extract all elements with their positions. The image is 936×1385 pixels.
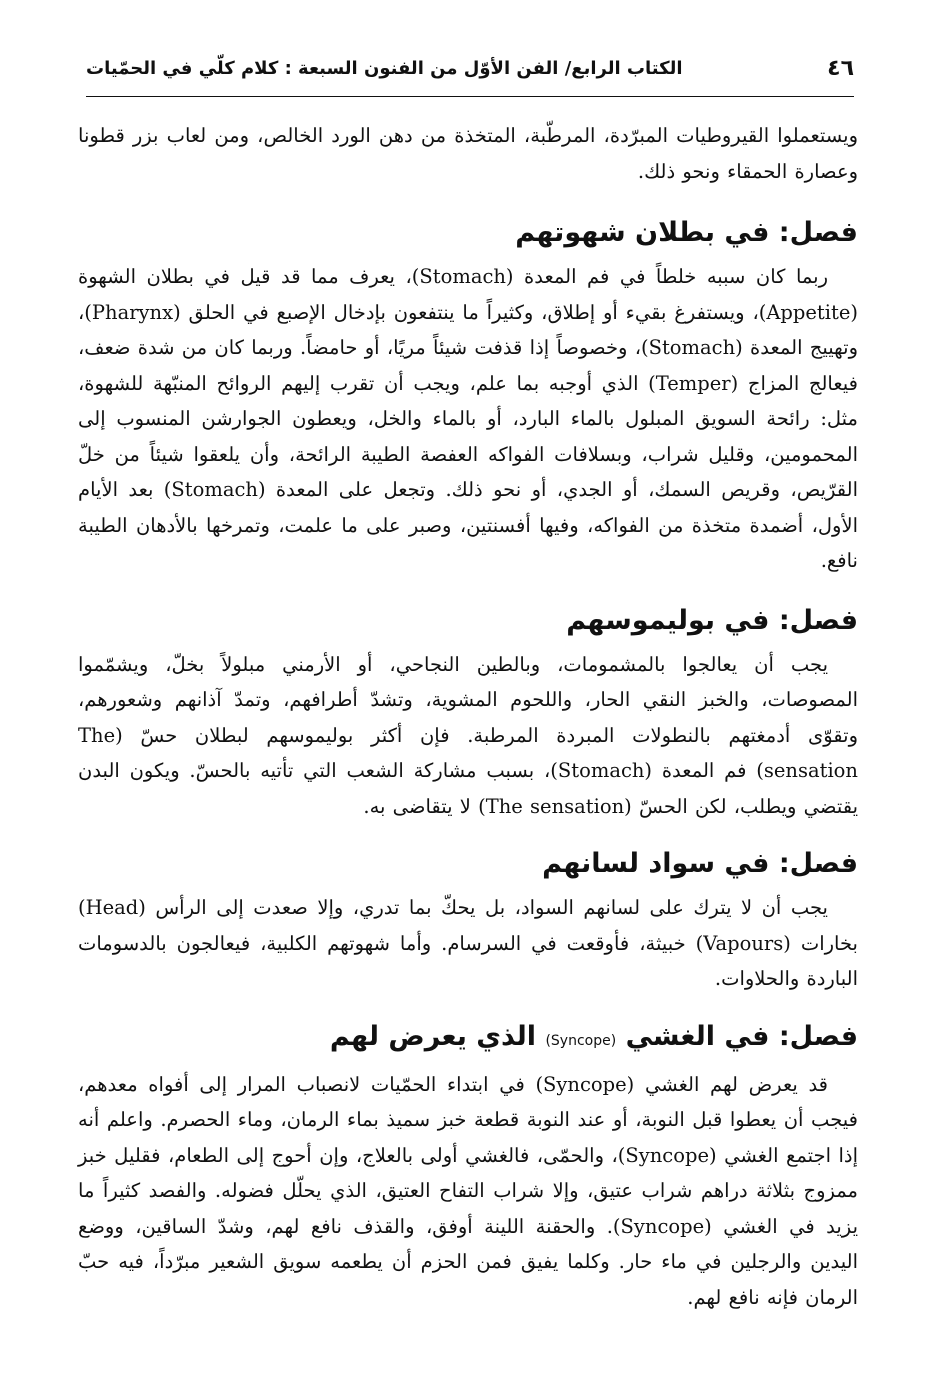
section-heading-tongue: فصل: في سواد لسانهم xyxy=(542,848,858,879)
syncope-heading-suffix: الذي يعرض لهم xyxy=(329,1020,537,1052)
section-heading-syncope xyxy=(78,1019,858,1059)
running-title: الكتاب الرابع/ الفن الأوّل من الفنون السبعة : كلام كلّي في الحمّيات xyxy=(86,58,683,79)
syncope-heading-prefix: فصل: في الغشي xyxy=(625,1020,858,1052)
section-paragraph-appetite: ربما كان سببه خلطاً في فم المعدة (Stomach)، يعرف مما قد قيل في بطلان الشهوة (Appetite)، ويستفرغ بقيء أو إطلاق، وكثيراً ما ينتفعون بإدخال الإصبع في الحلق (Pharynx)، وتهييج المعدة (Stomach)، وخصوصاً إذا قذفت شيئاً مريًا، أو حامضاً. وربما كان من شدة ضعف، فيعالج المزاج (Temper) الذي أوجبه بما علم، ويجب أن تقرب إليهم الروائح المنبّهة للشهوة، مثل: رائحة السويق المبلول بالماء البارد، أو بالماء والخل، ويعطون الجوارشن المنسوب إلى المحمومين، وقليل شراب، وبسلافات الفواكه العفصة الطيبة الرائحة، وأن يلعقوا شيئاً من خلّ القرّيص، وقريص السمك، أو الجدي، أو نحو ذلك. وتجعل على المعدة (Stomach) بعد الأيام الأول، أضمدة متخذة من الفواكه، وفيها أفسنتين، وصبر على ما علمت، وتمرخها بالأدهان الطيبة نافع. xyxy=(78,265,858,572)
section-paragraph-syncope: قد يعرض لهم الغشي (Syncope) في ابتداء الحمّيات لانصباب المرار إلى أفواه معدهم، فيجب أن يعطوا قبل النوبة، أو عند النوبة قطعة خبز سميذ بماء الرمان، وماء الحصرم. واعلم أنه إذا اجتمع الغشي (Syncope)، والحمّى، فالغشي أولى بالعلاج، وإن أحوج إلى الطعام، فقليل خبز ممزوج بثلاثة دراهم شراب عتيق، وإلا شراب التفاح العتيق، الذي يحلّل فضوله. والفصد كثيراً ما يزيد في الغشي (Syncope). والحقنة اللينة أوفق، والقذف نافع لهم، وشدّ الساقين، ووضع اليدين والرجلين في ماء حار. وكلما يفيق فمن الحزم أن يطعمه سويق الشعير مبرّداً، فيه حبّ الرمان فإنه نافع لهم. xyxy=(78,1072,858,1309)
section-paragraph-tongue: يجب أن لا يترك على لسانهم السواد، بل يحكّ بما تدري، وإلا صعدت إلى الرأس (Head) بخارات (Vapours) خبيثة، فأوقعت في السرسام. وأما شهوتهم الكلبية، فيعالجون بالدسومات الباردة والحلاوات. xyxy=(78,896,858,990)
page-body xyxy=(78,118,858,1315)
page-number: ٤٦ xyxy=(827,56,854,81)
section-paragraph-bulimia: يجب أن يعالجوا بالمشمومات، وبالطين النجاحي، أو الأرمني مبلولاً بخلّ، ويشمّموا المصوصات، والخبز النقي الحار، واللحوم المشوية، وتشدّ أطرافهم، وتمدّ آذانهم وشعورهم، وتقوّى أدمغتهم بالنطولات المبردة المرطبة. فإن أكثر بوليموسهم لبطلان حسّ (The sensation) فم المعدة (Stomach)، بسبب مشاركة الشعب التي تأتيه بالحسّ. ويكون البدن يقتضي ويطلب، لكن الحسّ (The sensation) لا يتقاضى به. xyxy=(78,652,858,818)
syncope-heading-latin: (Syncope) xyxy=(545,1032,617,1049)
section-heading-appetite: فصل: في بطلان شهوتهم xyxy=(515,217,858,248)
running-header xyxy=(86,56,854,97)
section-heading-bulimia: فصل: في بوليموسهم xyxy=(566,604,858,636)
intro-paragraph: ويستعملوا القيروطيات المبرّدة، المرطّبة، المتخذة من دهن الورد الخالص، ومن لعاب بزر قطونا وعصارة الحمقاء ونحو ذلك. xyxy=(78,124,858,183)
